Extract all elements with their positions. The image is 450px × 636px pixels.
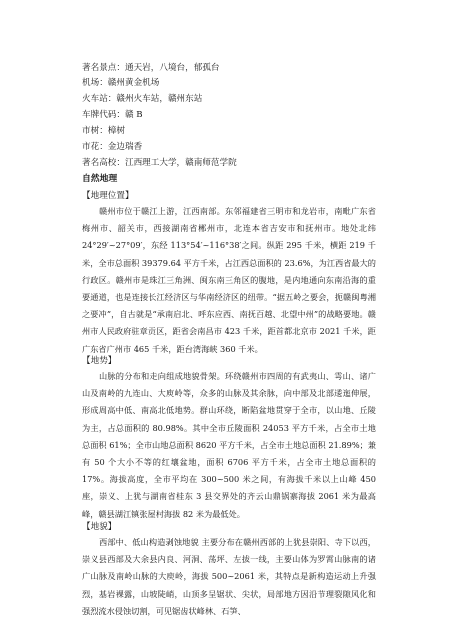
train-station-line: 火车站：赣州火车站，赣州东站: [82, 94, 203, 104]
location-paragraph: 赣州市位于赣江上游，江西南部。东邻福建省三明市和龙岩市，南毗广东省梅州市、韶关市，西接湖南省郴州市，北连本省吉安市和抚州市。地处北纬 24°29′~27°09′，东经 113°54′~116°38′之间。纵距 295 千米，横距 219 千米，全市总面积 39379.64 平方千米，占江西总面积的 23.6%，为江西省最大的行政区。赣州市是珠江三角洲、闽东南三角区的腹地，是内地通向东南沿海的重要通道，也是连接长江经济区与华南经济区的纽带。“据五岭之要会，扼赣闽粤湘之要冲”，自古就是“承南启北、呼东应西、南抚百越、北望中州”的战略要地。赣州市人民政府驻章贡区，距省会南昌市 423 千米，距首都北京市 2021 千米，距广东省广州市 465 千米，距台湾海峡 360 千米。: [82, 206, 376, 354]
subheading-landform: 【地貌】: [82, 522, 117, 532]
section-heading-natural-geography: 自然地理: [82, 174, 118, 184]
attractions-line: 著名景点：通天岩，八境台，郁孤台: [82, 63, 220, 73]
city-flower-line: 市花：金边瑞香: [82, 142, 143, 152]
city-tree-line: 市树：樟树: [82, 126, 125, 136]
universities-line: 著名高校：江西理工大学，赣南师范学院: [82, 158, 237, 168]
terrain-paragraph: 山脉的分布和走向组成地貌骨架。环绕赣州市四周的有武夷山、雩山、诸广山及南岭的九连山、大庾岭等，众多的山脉及其余脉，向中部及北部逶迤伸展，形成周高中低、南高北低地势。群山环绕，断陷盆地贯穿于全市，以山地、丘陵为主，占总面积的 80.98%。其中全市丘陵面积 24053 平方千米，占全市土地总面积 61%；全市山地总面积 8620 平方千米，占全市土地总面积 21.89%；兼有 50 个大小不等的红壤盆地，面积 6706 平方千米，占全市土地总面积的 17%。海拔高度，全市平均在 300~500 米之间，有海拔千米以上山峰 450 座，崇义、上犹与湖南省桂东 3 县交界处的齐云山鼎锅寨海拔 2061 米为最高峰，赣县湖江镇张屋村海拔 82 米为最低处。: [82, 371, 376, 519]
airport-line: 机场：赣州黄金机场: [82, 78, 160, 88]
landform-paragraph: 西部中、低山构造剥蚀地貌 主要分布在赣州西部的上犹县崇阳、寺下以西，崇义县西部及大余县内良、河洞、荡坪、左拔一线，主要山体为罗霄山脉南的诸广山脉及南岭山脉的大庾岭，海拔 500~2061 米，其特点是新构造运动上升强烈，基岩裸露，山坡陡峭，山顶多呈锯状、尖状，局部地方因沿节理裂隙风化和强烈流水侵蚀切割，可见锯齿状峰林、石笋、: [82, 537, 376, 616]
subheading-location: 【地理位置】: [82, 191, 134, 201]
subheading-terrain: 【地势】: [82, 356, 117, 366]
license-plate-line: 车牌代码：赣 B: [82, 110, 143, 120]
